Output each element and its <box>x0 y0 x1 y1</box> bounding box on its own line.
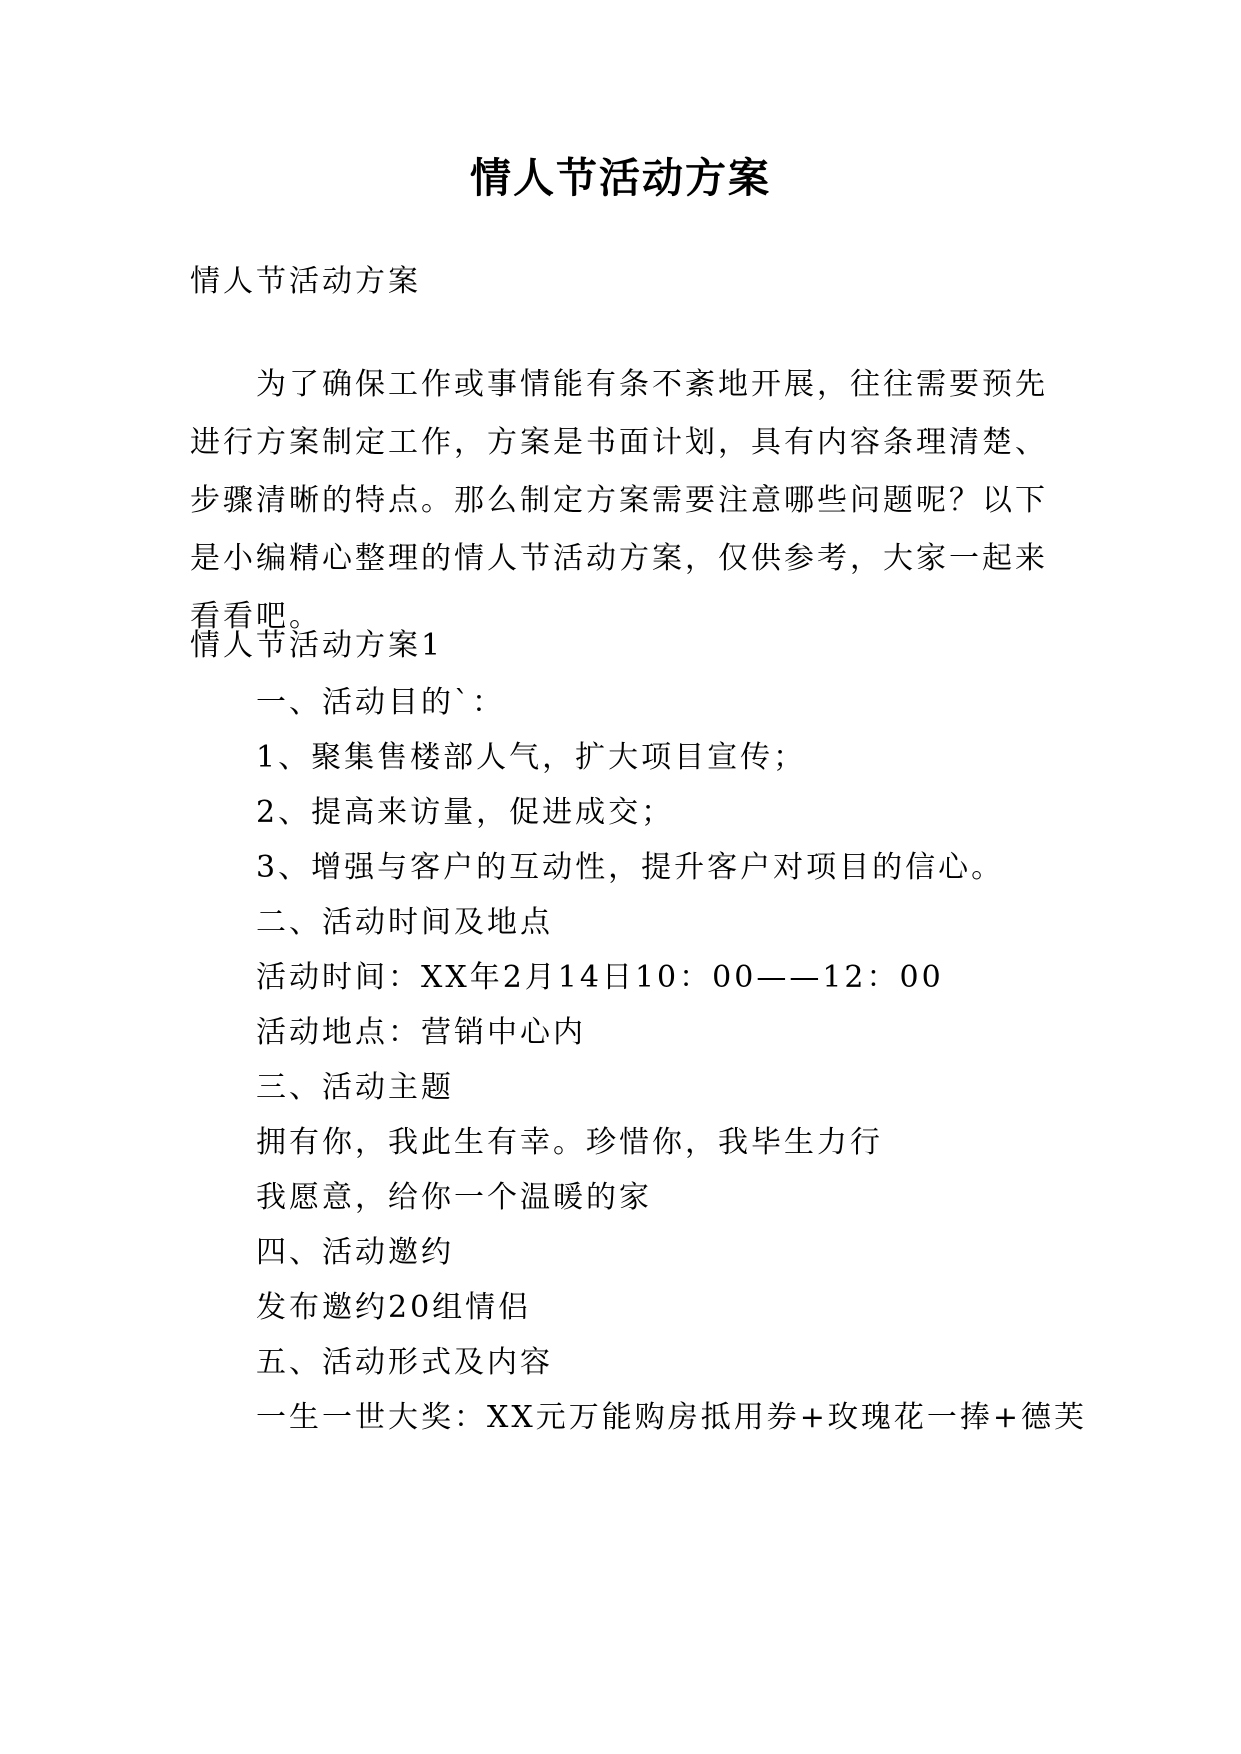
body-line: 2、提高来访量，促进成交； <box>256 795 675 830</box>
intro-paragraph: 为了确保工作或事情能有条不紊地开展，往往需要预先进行方案制定工作，方案是书面计划，具有内容条理清楚、步骤清晰的特点。那么制定方案需要注意哪些问题呢？以下是小编精心整理的情人节活动方案，仅供参考，大家一起来看看吧。 <box>190 367 1048 634</box>
body-line: 发布邀约20组情侣 <box>256 1290 532 1325</box>
body-line: 一、活动目的`： <box>256 685 505 720</box>
body-line: 一生一世大奖：XX元万能购房抵用券+玫瑰花一捧+德芙 <box>256 1400 1087 1435</box>
body-line: 四、活动邀约 <box>256 1235 454 1270</box>
body-line: 3、增强与客户的互动性，提升客户对项目的信心。 <box>256 850 1005 885</box>
body-line: 二、活动时间及地点 <box>256 905 553 940</box>
body-line: 五、活动形式及内容 <box>256 1345 553 1380</box>
body-line: 活动地点：营销中心内 <box>256 1015 586 1050</box>
section-heading: 情人节活动方案1 <box>190 628 444 663</box>
document-title: 情人节活动方案 <box>470 154 771 202</box>
body-line: 活动时间：XX年2月14日10：00——12：00 <box>256 960 944 995</box>
document-subtitle: 情人节活动方案 <box>190 264 421 299</box>
body-line: 1、聚集售楼部人气，扩大项目宣传； <box>256 740 807 775</box>
body-line: 三、活动主题 <box>256 1070 454 1105</box>
body-line: 我愿意，给你一个温暖的家 <box>256 1180 652 1215</box>
body-line: 拥有你，我此生有幸。珍惜你，我毕生力行 <box>256 1125 883 1160</box>
